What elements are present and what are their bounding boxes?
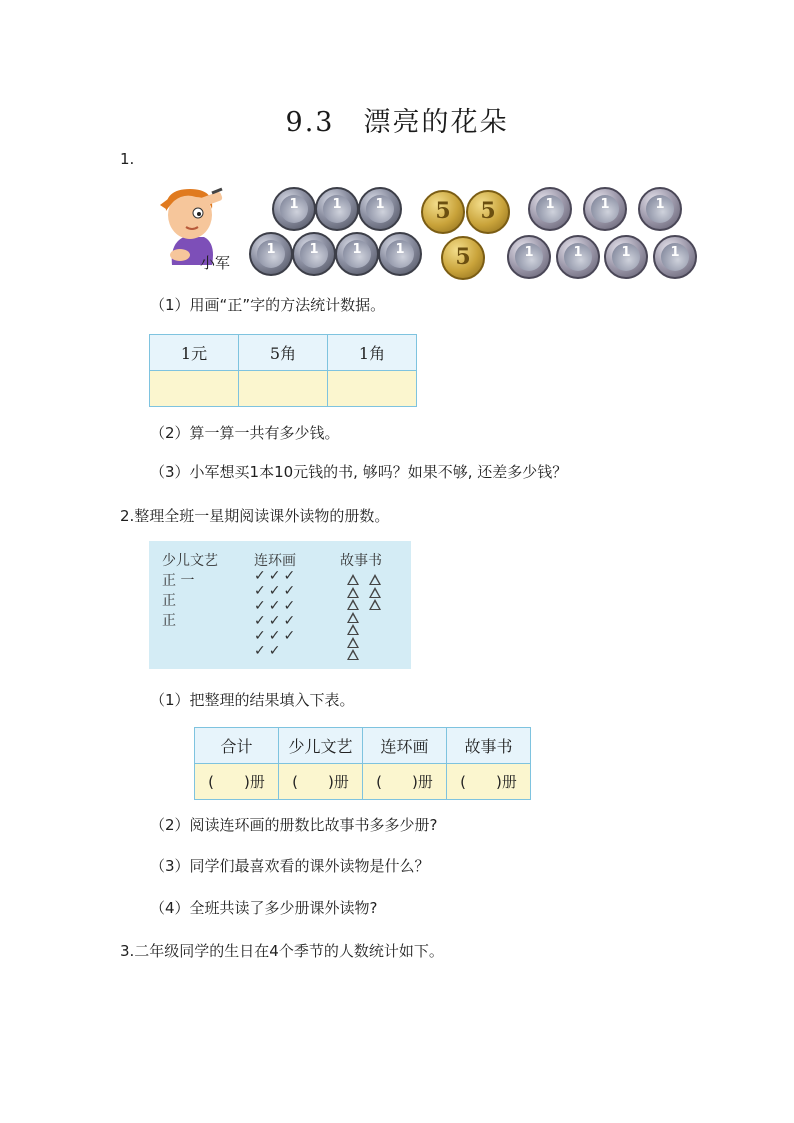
coin-denomination: 1 (524, 245, 534, 260)
tally-col2-checks (254, 569, 298, 659)
q2-answer-cell[interactable]: ( )册 (363, 764, 447, 800)
one-yuan-coin (358, 187, 402, 231)
character-name-label: 小军 (200, 254, 231, 272)
coin-denomination: 1 (655, 197, 665, 212)
q2-header-total: 合计 (195, 728, 279, 764)
triangle-mark-icon (347, 599, 359, 610)
q2-sub4: （4）全班共读了多少册课外读物? (150, 899, 378, 917)
one-jiao-coin (638, 187, 682, 231)
coin-denomination: 1 (266, 242, 276, 257)
q2-sub3: （3）同学们最喜欢看的课外读物是什么？ (150, 857, 430, 875)
one-jiao-coin (528, 187, 572, 231)
q2-sub1: （1）把整理的结果填入下表。 (150, 691, 355, 709)
coin-denomination: 5 (480, 198, 496, 224)
triangle-mark-icon (347, 637, 359, 648)
triangle-mark-icon (369, 574, 381, 585)
q2-header-literature: 少儿文艺 (279, 728, 363, 764)
q1-sub1: （1）用画“正”字的方法统计数据。 (150, 296, 386, 314)
coin-denomination: 1 (352, 242, 362, 257)
q2-answer-cell[interactable]: ( )册 (195, 764, 279, 800)
one-yuan-coin (272, 187, 316, 231)
q2-answer-cell[interactable]: ( )册 (447, 764, 531, 800)
coin-denomination: 1 (395, 242, 405, 257)
q1-sub3: （3）小军想买1本10元钱的书, 够吗？如果不够, 还差多少钱？ (150, 463, 568, 481)
q1-sub2: （2）算一算一共有多少钱。 (150, 424, 340, 442)
one-jiao-coin (556, 235, 600, 279)
q2-header-comics: 连环画 (363, 728, 447, 764)
triangle-mark-icon (347, 624, 359, 635)
page-title: 9.3 漂亮的花朵 (285, 107, 509, 138)
five-jiao-coin (421, 190, 465, 234)
coin-denomination: 5 (435, 198, 451, 224)
tally-col1-line: 正 (162, 593, 176, 609)
triangle-mark-icon (347, 649, 359, 660)
q1-header-1jiao: 1角 (328, 335, 417, 371)
five-jiao-coin (466, 190, 510, 234)
triangle-mark-icon (347, 587, 359, 598)
coin-denomination: 1 (332, 197, 342, 212)
coin-denomination: 1 (573, 245, 583, 260)
tally-col1-line: 正 (162, 613, 176, 629)
question-1-number: 1. (120, 150, 135, 168)
check-row: ✓✓✓ (254, 568, 299, 584)
coin-denomination: 1 (289, 197, 299, 212)
tally-col1-header: 少儿文艺 (162, 553, 218, 569)
tally-col3-header: 故事书 (340, 553, 382, 569)
triangle-mark-icon (347, 612, 359, 623)
one-yuan-coin (315, 187, 359, 231)
triangle-mark-icon (347, 574, 359, 585)
q2-header-storybooks: 故事书 (447, 728, 531, 764)
check-row: ✓✓✓ (254, 628, 299, 644)
check-row: ✓✓✓ (254, 598, 299, 614)
coin-denomination: 1 (545, 197, 555, 212)
coin-denomination: 1 (600, 197, 610, 212)
coin-denomination: 5 (455, 244, 471, 270)
one-jiao-coin (583, 187, 627, 231)
check-row: ✓✓✓ (254, 613, 299, 629)
one-yuan-coin (249, 232, 293, 276)
q1-answer-cell[interactable] (150, 371, 239, 407)
coin-denomination: 1 (670, 245, 680, 260)
coin-denomination: 1 (375, 197, 385, 212)
one-yuan-coin (335, 232, 379, 276)
five-jiao-coin (441, 236, 485, 280)
one-yuan-coin (292, 232, 336, 276)
story-book-triangles-right (368, 574, 382, 614)
question-3-text: 3.二年级同学的生日在4个季节的人数统计如下。 (120, 942, 444, 960)
question-2-text: 2.整理全班一星期阅读课外读物的册数。 (120, 507, 390, 525)
q1-tally-table (149, 334, 417, 407)
tally-record-box (149, 541, 411, 669)
triangle-mark-icon (369, 599, 381, 610)
tally-col1-line: 正 一 (162, 573, 195, 589)
q2-answer-cell[interactable]: ( )册 (279, 764, 363, 800)
one-jiao-coin (604, 235, 648, 279)
story-book-triangles-left (346, 574, 360, 664)
coin-denomination: 1 (621, 245, 631, 260)
one-jiao-coin (507, 235, 551, 279)
triangle-mark-icon (369, 587, 381, 598)
q1-answer-cell[interactable] (328, 371, 417, 407)
tally-col2-header: 连环画 (254, 553, 296, 569)
q2-sub2: （2）阅读连环画的册数比故事书多多少册? (150, 816, 438, 834)
q1-answer-cell[interactable] (239, 371, 328, 407)
coin-denomination: 1 (309, 242, 319, 257)
one-yuan-coin (378, 232, 422, 276)
q1-header-1yuan: 1元 (150, 335, 239, 371)
q1-header-5jiao: 5角 (239, 335, 328, 371)
check-row: ✓✓✓ (254, 583, 299, 599)
one-jiao-coin (653, 235, 697, 279)
check-row: ✓✓ (254, 643, 284, 659)
q2-result-table (194, 727, 531, 800)
